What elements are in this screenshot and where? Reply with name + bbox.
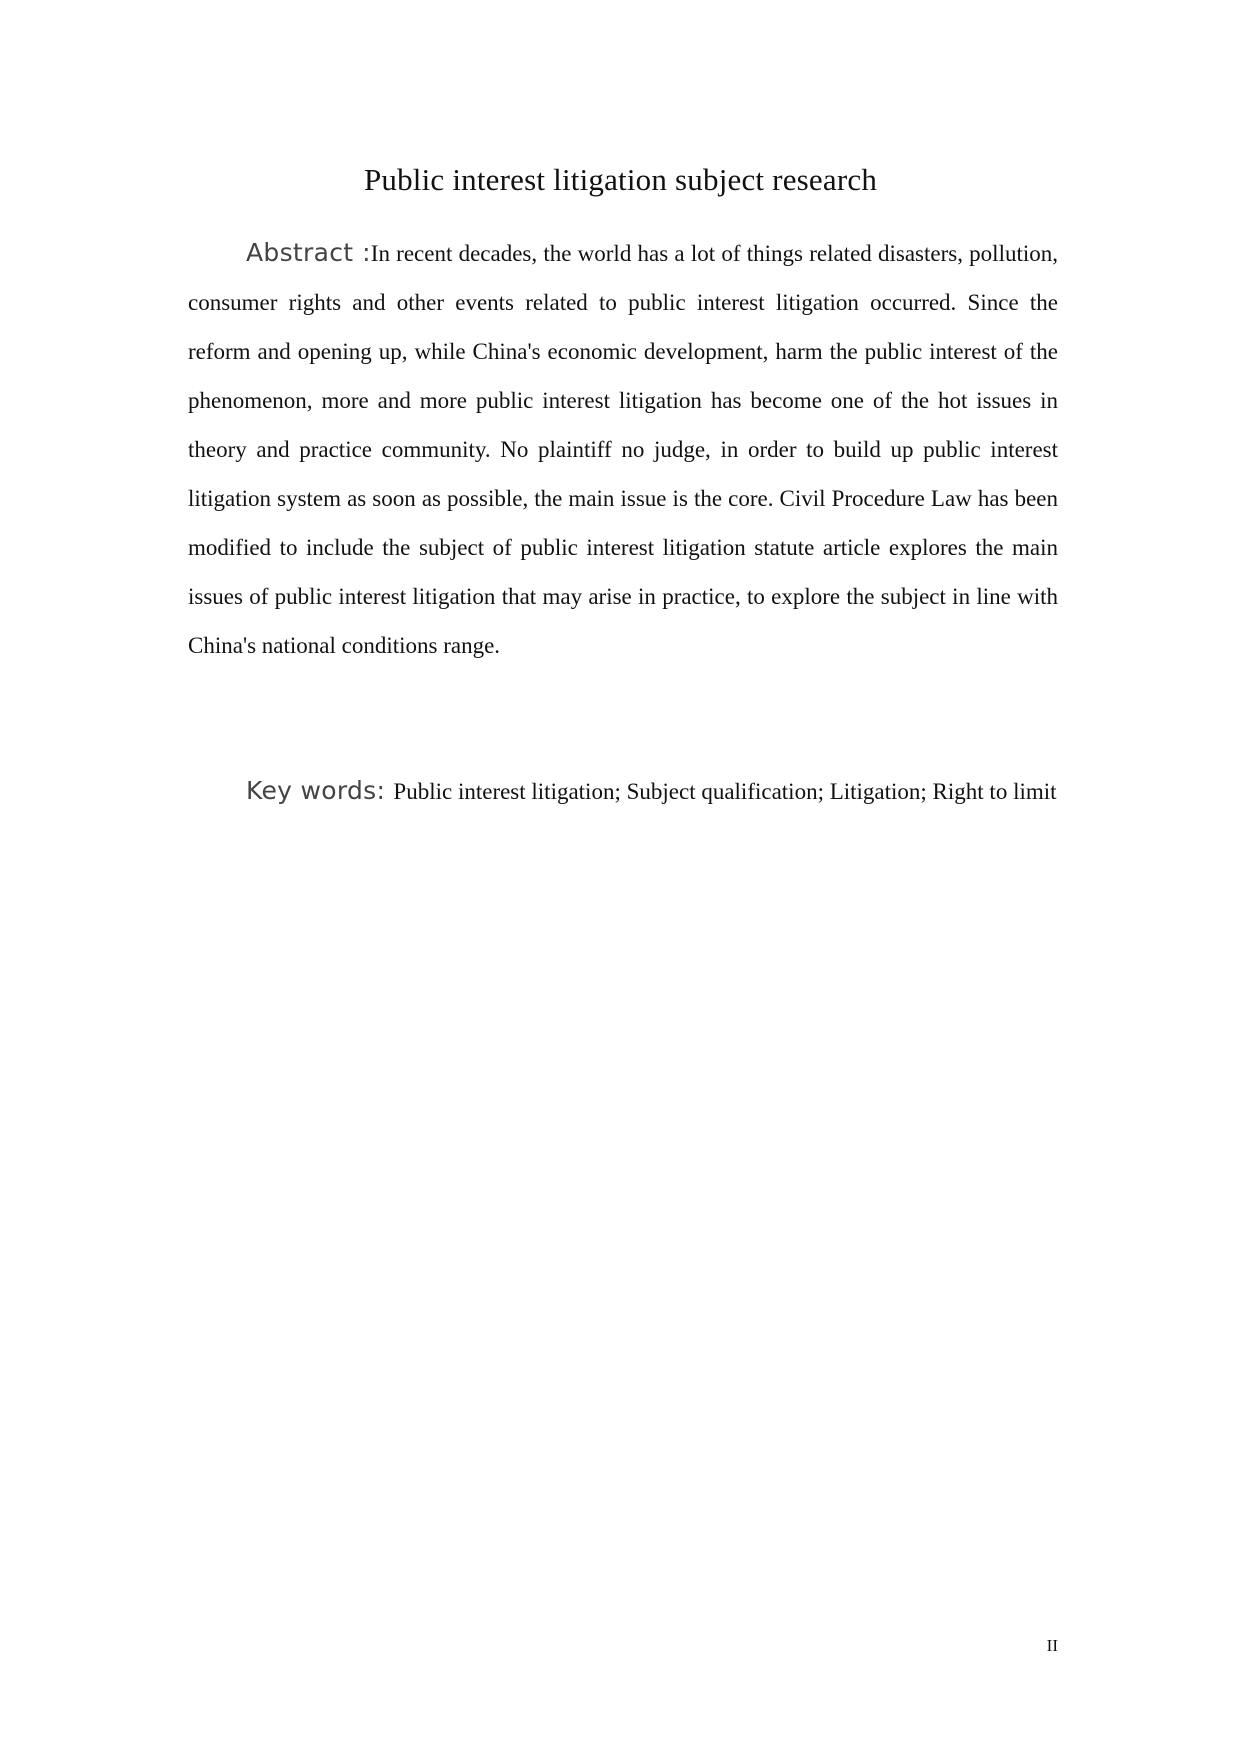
keywords-text: Public interest litigation; Subject qualification; Litigation; Right to limit bbox=[393, 779, 1057, 804]
abstract-paragraph bbox=[188, 228, 1058, 670]
page-number: II bbox=[1046, 1636, 1058, 1655]
page-title: Public interest litigation subject research bbox=[363, 162, 878, 197]
abstract-label: Abstract : bbox=[246, 238, 371, 267]
keywords-label: Key words: bbox=[246, 776, 394, 805]
abstract-text: In recent decades, the world has a lot of things related disasters, pollution, consumer rights and other events related to public interest litigation occurred. Since the reform and opening up, while China's economic development, harm the public interest of the phenomenon, more and more public interest litigation has become one of the hot issues in theory and practice community. No plaintiff no judge, in order to build up public interest litigation system as soon as possible, the main issue is the core. Civil Procedure Law has been modified to include the subject of public interest litigation statute article explores the main issues of public interest litigation that may arise in practice, to explore the subject in line with China's national conditions range. bbox=[188, 241, 1058, 658]
keywords-paragraph bbox=[188, 762, 1058, 820]
